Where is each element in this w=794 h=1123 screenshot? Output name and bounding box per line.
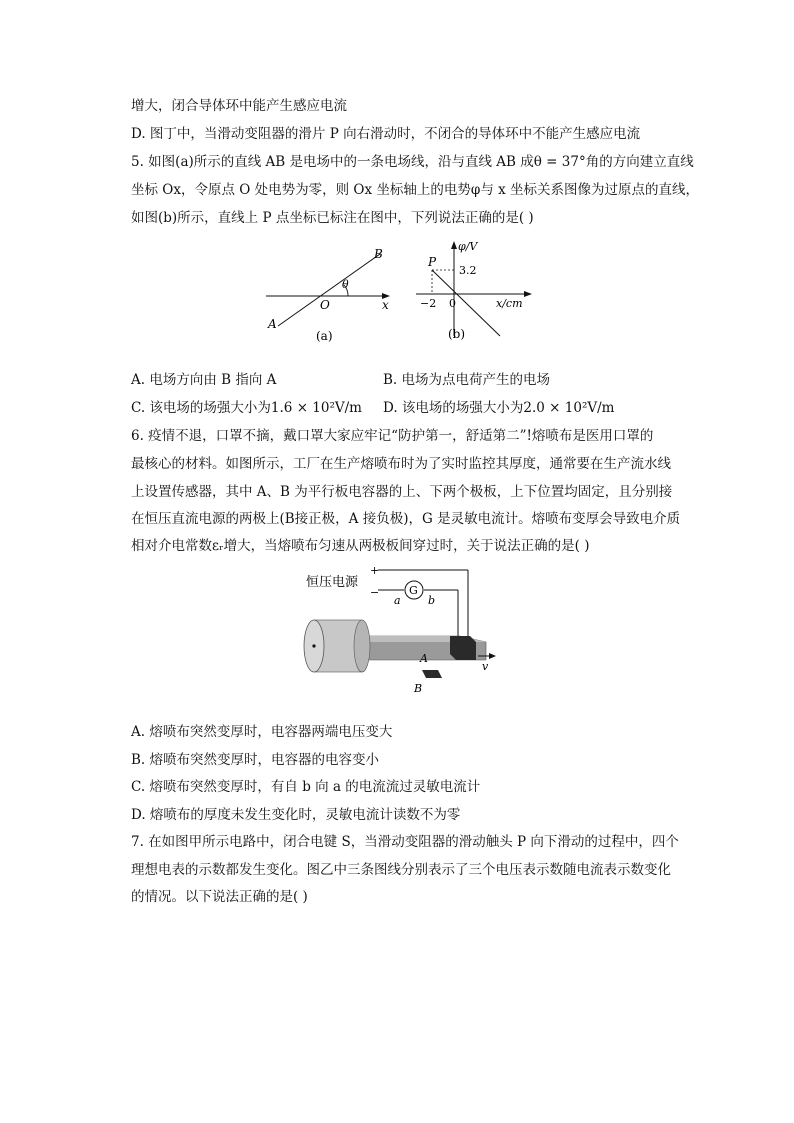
q5-option-a: A. 电场方向由 B 指向 A <box>131 372 277 388</box>
roll-axle <box>312 644 315 647</box>
x-axis-arrow <box>524 291 532 297</box>
label-x-cm: x/cm <box>496 297 523 310</box>
phi-x-line <box>432 270 500 336</box>
label-P: P <box>428 255 437 269</box>
q7-stem-line1: 7. 在如图甲所示电路中，闭合电键 S，当滑动变阻器的滑动触头 P 向下滑动的过程中，四个 <box>131 834 679 850</box>
label-B: B <box>374 247 383 261</box>
label-a: a <box>394 594 401 607</box>
roll-end-right <box>354 620 370 672</box>
q6-stem-line2: 最核心的材料。如图所示，工厂在生产熔喷布时为了实时监控其厚度，通常要在生产流水线 <box>131 456 671 472</box>
label-power-source: 恒压电源 <box>306 575 359 590</box>
q6-option-a: A. 熔喷布突然变厚时，电容器两端电压变大 <box>131 724 393 740</box>
q5-stem-line3: 如图(b)所示，直线上 P 点坐标已标注在图中，下列说法正确的是( ) <box>131 210 534 226</box>
q5-option-b: B. 电场为点电荷产生的电场 <box>383 372 551 388</box>
label-phi: φ/V <box>458 240 478 253</box>
caption-b: (b) <box>448 327 466 341</box>
q6-option-d: D. 熔喷布的厚度未发生变化时，灵敏电流计读数不为零 <box>131 807 461 823</box>
label-b: b <box>428 594 436 607</box>
field-line-ab <box>278 254 380 326</box>
q5-option-d: D. 该电场的场强大小为2.0 × 10²V/m <box>383 400 615 416</box>
phi-axis-arrow <box>451 241 457 249</box>
option-d-prev: D. 图丁中，当滑动变阻器的滑片 P 向右滑动时，不闭合的导体环中不能产生感应电流 <box>131 126 641 142</box>
label-G: G <box>409 584 418 597</box>
q5-figure-b <box>412 236 538 346</box>
text-line: 增大，闭合导体环中能产生感应电流 <box>131 98 347 114</box>
q6-option-b: B. 熔喷布突然变厚时，电容器的电容变小 <box>131 752 380 768</box>
label-B: B <box>414 682 423 695</box>
label-neg2: −2 <box>420 297 437 310</box>
q6-stem-line3: 上设置传感器，其中 A、B 为平行板电容器的上、下两个极板，上下位置均固定，且分别接 <box>131 484 673 500</box>
label-A: A <box>268 317 277 331</box>
q5-figure-a <box>262 240 402 346</box>
q6-stem-line1: 6. 疫情不退，口罩不摘，戴口罩大家应牢记“防护第一，舒适第二”!熔喷布是医用口罩的 <box>131 428 654 444</box>
q5-stem-line1: 5. 如图(a)所示的直线 AB 是电场中的一条电场线，沿与直线 AB 成θ = 37°角的方向建立直线 <box>131 154 694 170</box>
q5-stem-line2: 坐标 Ox，令原点 O 处电势为零，则 Ox 坐标轴上的电势φ与 x 坐标关系图像为过原点的直线， <box>131 182 700 198</box>
label-O: O <box>320 298 330 312</box>
caption-a: (a) <box>316 329 333 343</box>
label-x: x <box>382 298 389 312</box>
q6-stem-line4: 在恒压直流电源的两极上(B接正极，A 接负极)，G 是灵敏电流计。熔喷布变厚会导致电介质 <box>131 511 681 527</box>
label-3-2: 3.2 <box>459 264 477 277</box>
label-zero: 0 <box>449 297 456 310</box>
label-v: v <box>482 660 489 673</box>
q7-stem-line3: 的情况。以下说法正确的是( ) <box>131 889 308 905</box>
plate-A <box>450 636 476 660</box>
label-plus: + <box>370 564 380 577</box>
q6-option-c: C. 熔喷布突然变厚时，有自 b 向 a 的电流流过灵敏电流计 <box>131 779 481 795</box>
label-minus: − <box>370 586 380 599</box>
label-A: A <box>420 652 428 665</box>
q7-stem-line2: 理想电表的示数都发生变化。图乙中三条图线分别表示了三个电压表示数随电流表示数变化 <box>131 862 671 878</box>
label-theta: θ <box>342 278 349 291</box>
q6-stem-line5: 相对介电常数εᵣ增大，当熔喷布匀速从两极板间穿过时，关于说法正确的是( ) <box>131 538 590 554</box>
q6-figure <box>290 564 498 698</box>
q5-option-c: C. 该电场的场强大小为1.6 × 10²V/m <box>131 400 362 416</box>
